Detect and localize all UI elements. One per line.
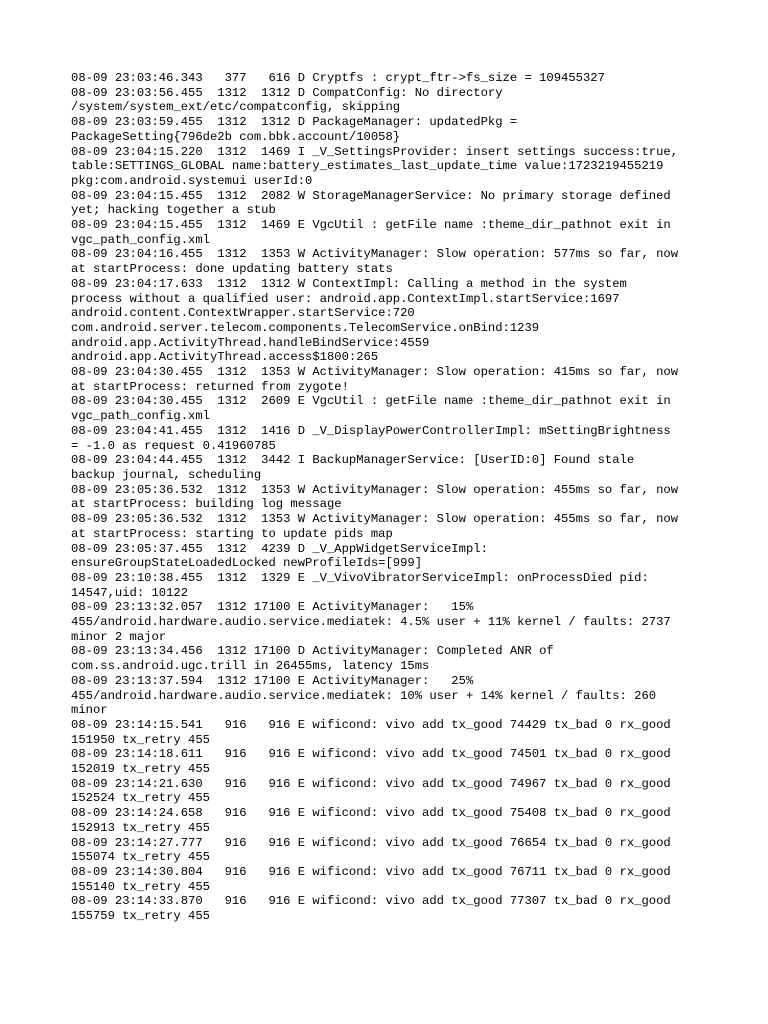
log-line: 08-09 23:14:18.611 916 916 E wificond: vivo add tx_good 74501 tx_bad 0 rx_good xyxy=(71,747,671,762)
log-line: 155759 tx_retry 455 xyxy=(71,909,210,924)
log-line: 08-09 23:04:30.455 1312 1353 W ActivityManager: Slow operation: 415ms so far, now xyxy=(71,365,679,380)
log-line: minor xyxy=(71,703,108,718)
log-line: 08-09 23:04:16.455 1312 1353 W ActivityManager: Slow operation: 577ms so far, now xyxy=(71,247,679,262)
log-line: 08-09 23:14:30.804 916 916 E wificond: vivo add tx_good 76711 tx_bad 0 rx_good xyxy=(71,864,671,879)
log-line: 152913 tx_retry 455 xyxy=(71,820,210,835)
log-line: vgc_path_config.xml xyxy=(71,232,210,247)
log-line: 08-09 23:10:38.455 1312 1329 E _V_VivoVibratorServiceImpl: onProcessDied pid: xyxy=(71,570,649,585)
log-line: 08-09 23:13:34.456 1312 17100 D ActivityManager: Completed ANR of xyxy=(71,644,554,659)
log-text-block xyxy=(71,71,711,924)
log-line: 08-09 23:14:33.870 916 916 E wificond: vivo add tx_good 77307 tx_bad 0 rx_good xyxy=(71,894,671,909)
log-line: 08-09 23:05:36.532 1312 1353 W ActivityManager: Slow operation: 455ms so far, now xyxy=(71,482,679,497)
log-line: 455/android.hardware.audio.service.mediatek: 4.5% user + 11% kernel / faults: 2737 xyxy=(71,615,671,630)
log-line: 152019 tx_retry 455 xyxy=(71,762,210,777)
log-line: 08-09 23:04:15.220 1312 1469 I _V_SettingsProvider: insert settings success:true, xyxy=(71,144,679,159)
log-line: 08-09 23:04:44.455 1312 3442 I BackupManagerService: [UserID:0] Found stale xyxy=(71,453,635,468)
log-line: 08-09 23:14:21.630 916 916 E wificond: vivo add tx_good 74967 tx_bad 0 rx_good xyxy=(71,776,671,791)
log-line: 08-09 23:05:37.455 1312 4239 D _V_AppWidgetServiceImpl: xyxy=(71,541,488,556)
log-line: 08-09 23:04:15.455 1312 2082 W StorageManagerService: No primary storage defined xyxy=(71,188,671,203)
log-line: 14547,uid: 10122 xyxy=(71,585,189,600)
log-line: minor 2 major xyxy=(71,629,167,644)
log-line: 151950 tx_retry 455 xyxy=(71,732,210,747)
log-line: = -1.0 as request 0.41960785 xyxy=(71,438,276,453)
log-line: android.content.ContextWrapper.startService:720 xyxy=(71,306,415,321)
log-line: vgc_path_config.xml xyxy=(71,409,210,424)
log-line: 08-09 23:05:36.532 1312 1353 W ActivityManager: Slow operation: 455ms so far, now xyxy=(71,512,679,527)
log-line: 08-09 23:04:30.455 1312 2609 E VgcUtil : getFile name :theme_dir_pathnot exit in xyxy=(71,394,671,409)
log-line: yet; hacking together a stub xyxy=(71,203,276,218)
log-line: 08-09 23:13:32.057 1312 17100 E ActivityManager: 15% xyxy=(71,600,474,615)
log-line: 155140 tx_retry 455 xyxy=(71,879,210,894)
log-line: 08-09 23:03:56.455 1312 1312 D CompatConfig: No directory xyxy=(71,85,503,100)
log-line: 08-09 23:03:59.455 1312 1312 D PackageManager: updatedPkg = xyxy=(71,115,518,130)
log-line: 08-09 23:13:37.594 1312 17100 E ActivityManager: 25% xyxy=(71,673,474,688)
log-line: 08-09 23:03:46.343 377 616 D Cryptfs : crypt_ftr->fs_size = 109455327 xyxy=(71,71,605,85)
log-line: table:SETTINGS_GLOBAL name:battery_estimates_last_update_time value:1723219455219 xyxy=(71,159,664,174)
log-line: PackageSetting{796de2b com.bbk.account/10058} xyxy=(71,129,401,144)
log-line: com.ss.android.ugc.trill in 26455ms, latency 15ms xyxy=(71,659,430,674)
log-line: 455/android.hardware.audio.service.mediatek: 10% user + 14% kernel / faults: 260 xyxy=(71,688,657,703)
log-line: at startProcess: building log message xyxy=(71,497,342,512)
log-line: ensureGroupStateLoadedLocked newProfileIds=[999] xyxy=(71,556,423,571)
log-line: 08-09 23:14:27.777 916 916 E wificond: vivo add tx_good 76654 tx_bad 0 rx_good xyxy=(71,835,671,850)
log-line: 08-09 23:04:17.633 1312 1312 W ContextImpl: Calling a method in the system xyxy=(71,276,627,291)
log-line: 152524 tx_retry 455 xyxy=(71,791,210,806)
log-line: 08-09 23:14:24.658 916 916 E wificond: vivo add tx_good 75408 tx_bad 0 rx_good xyxy=(71,806,671,821)
log-line: process without a qualified user: android.app.ContextImpl.startService:1697 xyxy=(71,291,620,306)
log-line: com.android.server.telecom.components.TelecomService.onBind:1239 xyxy=(71,320,540,335)
log-line: 08-09 23:14:15.541 916 916 E wificond: vivo add tx_good 74429 tx_bad 0 rx_good xyxy=(71,717,671,732)
log-line: android.app.ActivityThread.handleBindService:4559 xyxy=(71,335,430,350)
log-line: at startProcess: done updating battery stats xyxy=(71,262,393,277)
log-line: 08-09 23:04:15.455 1312 1469 E VgcUtil : getFile name :theme_dir_pathnot exit in xyxy=(71,218,671,233)
log-line: backup journal, scheduling xyxy=(71,467,262,482)
log-line: pkg:com.android.systemui userId:0 xyxy=(71,173,313,188)
log-line: 155074 tx_retry 455 xyxy=(71,850,210,865)
log-line: 08-09 23:04:41.455 1312 1416 D _V_DisplayPowerControllerImpl: mSettingBrightness xyxy=(71,423,671,438)
log-line: /system/system_ext/etc/compatconfig, skipping xyxy=(71,100,401,115)
log-line: at startProcess: starting to update pids map xyxy=(71,526,393,541)
log-line: at startProcess: returned from zygote! xyxy=(71,379,349,394)
log-line: android.app.ActivityThread.access$1800:265 xyxy=(71,350,379,365)
